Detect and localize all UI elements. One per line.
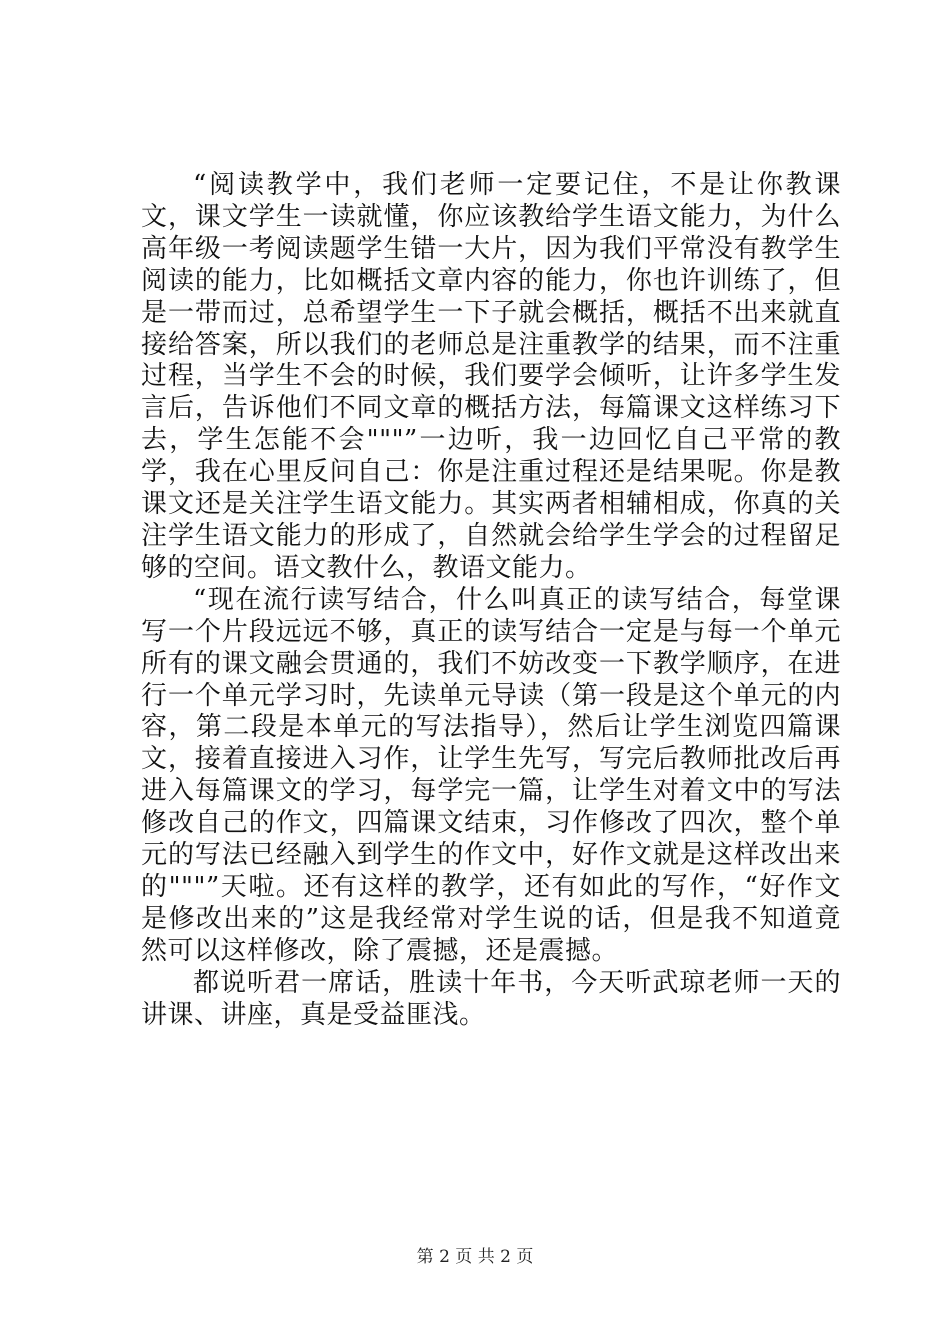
paragraph-conclusion: 都说听君一席话，胜读十年书，今天听武琼老师一天的讲课、讲座，真是受益匪浅。: [141, 967, 841, 1030]
paragraph-reading-teaching: “阅读教学中，我们老师一定要记住，不是让你教课文，课文学生一读就懂，你应该教给学生语文能力，为什么高年级一考阅读题学生错一大片，因为我们平常没有教学生阅读的能力，比如概括文章内容的能力，你也许训练了，但是一带而过，总希望学生一下子就会概括，概括不出来就直接给答案，所以我们的老师总是注重教学的结果，而不注重过程，当学生不会的时候，我们要学会倾听，让许多学生发言后，告诉他们不同文章的概括方法，每篇课文这样练习下去，学生怎能不会"""”一边听，我一边回忆自己平常的教学，我在心里反问自己：你是注重过程还是结果呢。你是教课文还是关注学生语文能力。其实两者相辅相成，你真的关注学生语文能力的形成了，自然就会给学生学会的过程留足够的空间。语文教什么，教语文能力。: [141, 170, 841, 583]
paragraph-reading-writing: “现在流行读写结合，什么叫真正的读写结合，每堂课写一个片段远远不够，真正的读写结合一定是与每一个单元所有的课文融会贯通的，我们不妨改变一下教学顺序，在进行一个单元学习时，先读单元导读（第一段是这个单元的内容，第二段是本单元的写法指导），然后让学生浏览四篇课文，接着直接进入习作，让学生先写，写完后教师批改后再进入每篇课文的学习，每学完一篇，让学生对着文中的写法修改自己的作文，四篇课文结束，习作修改了四次，整个单元的写法已经融入到学生的作文中，好作文就是这样改出来的"""”天啦。还有这样的教学，还有如此的写作，“好作文是修改出来的”这是我经常对学生说的话，但是我不知道竟然可以这样修改，除了震撼，还是震撼。: [141, 584, 841, 966]
document-body: [141, 170, 841, 1031]
page-footer: 第 2 页 共 2 页: [416, 1247, 534, 1267]
